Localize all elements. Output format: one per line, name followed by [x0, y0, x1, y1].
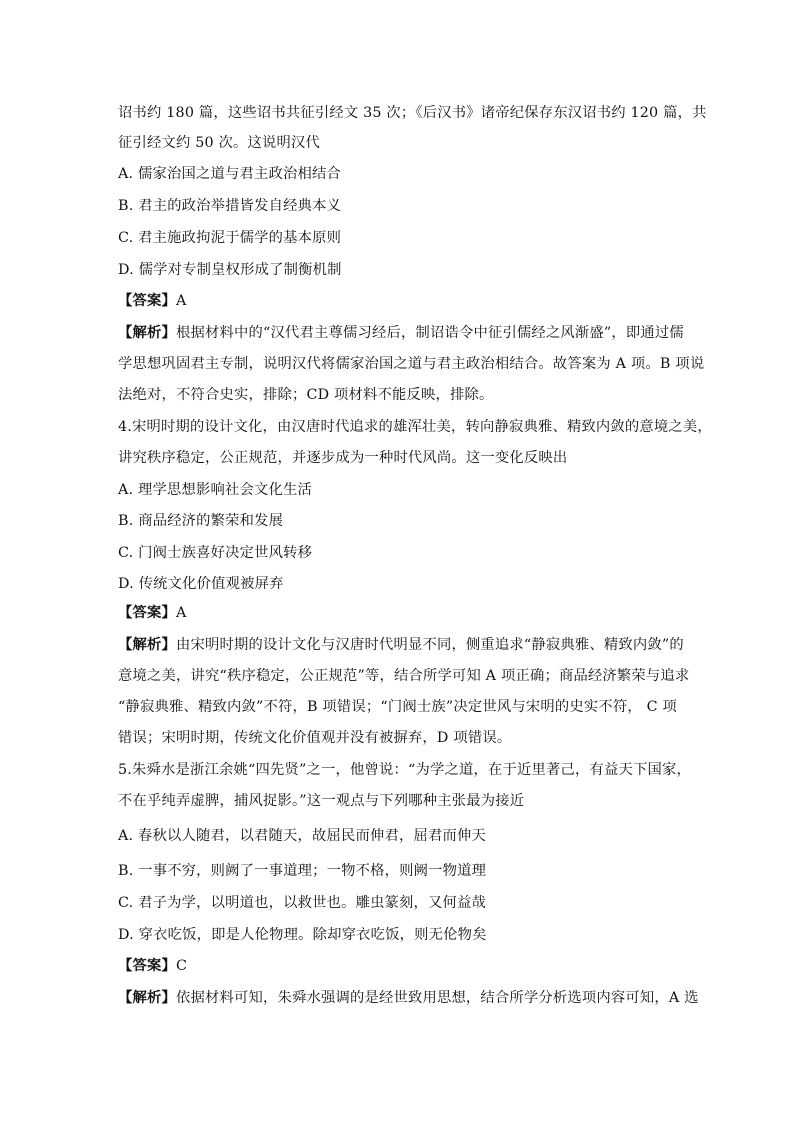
option-b: B. 一事不穷，则阙了一事道理；一物不格，则阙一物道理 [118, 863, 487, 879]
answer-line: 【答案】C [118, 958, 188, 974]
text-line: 征引经文约 50 次。这说明汉代 [118, 135, 321, 151]
option-a: A. 春秋以人随君，以君随天，故屈民而伸君，屈君而伸天 [118, 828, 486, 844]
option-c: C. 君子为学，以明道也，以救世也。雕虫篆刻，又何益哉 [118, 895, 487, 911]
option-d: D. 传统文化价值观被屏弃 [118, 576, 284, 592]
answer-line: 【答案】A [118, 605, 187, 621]
option-b: B. 君主的政治举措皆发自经典本义 [118, 198, 342, 214]
text-line: 法绝对，不符合史实，排除；CD 项材料不能反映，排除。 [118, 387, 494, 403]
answer-line: 【答案】A [118, 293, 187, 309]
text-line: 讲究秩序稳定，公正规范，并逐步成为一种时代风尚。这一变化反映出 [118, 450, 568, 466]
option-c: C. 门阀士族喜好决定世风转移 [118, 545, 313, 561]
option-c: C. 君主施政拘泥于儒学的基本原则 [118, 230, 342, 246]
analysis-line: 【解析】由宋明时期的设计文化与汉唐时代明显不同，侧重追求“静寂典雅、精致内敛”的 [118, 637, 684, 653]
option-d: D. 穿衣吃饭，即是人伦物理。除却穿衣吃饭，则无伦物矣 [118, 927, 487, 943]
text-line: 错误；宋明时期，传统文化价值观并没有被摒弃，D 项错误。 [118, 730, 512, 746]
option-b: B. 商品经济的繁荣和发展 [118, 513, 284, 529]
question-4: 4.宋明时期的设计文化，由汉唐时代追求的雄浑壮美，转向静寂典雅、精致内敛的意境之美， [118, 419, 712, 435]
option-d: D. 儒学对专制皇权形成了制衡机制 [118, 262, 342, 278]
text-line: 意境之美，讲究“秩序稳定，公正规范”等，结合所学可知 A 项正确；商品经济繁荣与追求 [118, 668, 690, 684]
text-line: 诏书约 180 篇，这些诏书共征引经文 35 次；《后汉书》诸帝纪保存东汉诏书约 120 篇，共 [118, 105, 707, 121]
analysis-line: 【解析】根据材料中的“汉代君主尊儒习经后，制诏诰令中征引儒经之风渐盛”，即通过儒 [118, 325, 684, 341]
text-line: “静寂典雅、精致内敛”不符，B 项错误；“门阀士族”决定世风与宋明的史实不符， C 项 [118, 699, 678, 715]
analysis-line: 【解析】依据材料可知，朱舜水强调的是经世致用思想，结合所学分析选项内容可知，A 选 [118, 990, 699, 1006]
text-line: 不在乎纯弄虚脾，捕风捉影。”这一观点与下列哪种主张最为接近 [118, 793, 525, 809]
option-a: A. 理学思想影响社会文化生活 [118, 482, 312, 498]
question-5: 5.朱舜水是浙江余姚“四先贤”之一，他曾说：“为学之道，在于近里著己，有益天下国家， [118, 762, 691, 778]
option-a: A. 儒家治国之道与君主政治相结合 [118, 166, 341, 182]
text-line: 学思想巩固君主专制，说明汉代将儒家治国之道与君主政治相结合。故答案为 A 项。B 项说 [118, 356, 705, 372]
